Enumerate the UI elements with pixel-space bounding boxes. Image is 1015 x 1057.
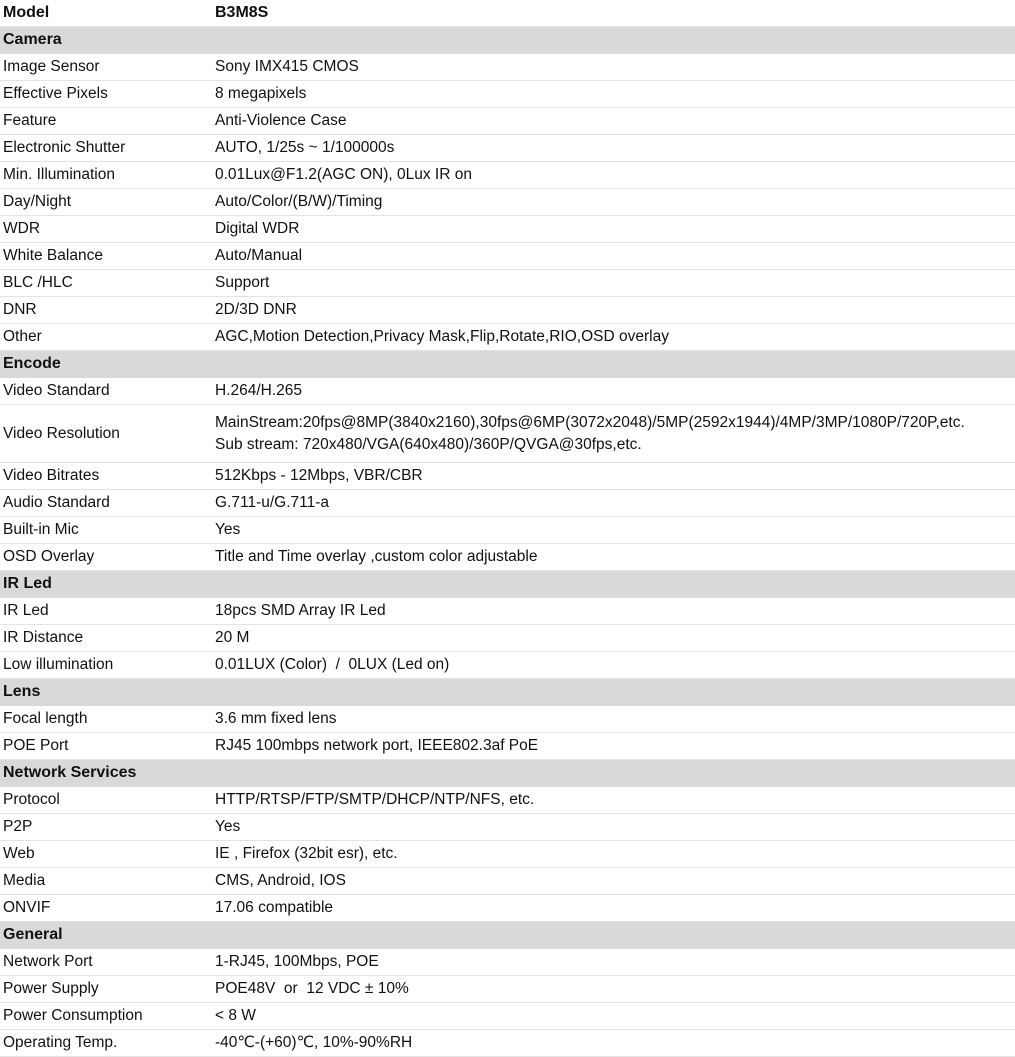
- spec-row: [0, 1003, 1015, 1030]
- spec-value: 2D/3D DNR: [211, 297, 1015, 324]
- spec-label: Other: [0, 324, 211, 351]
- spec-label: Built-in Mic: [0, 517, 211, 544]
- spec-row: [0, 490, 1015, 517]
- spec-value: AUTO, 1/25s ~ 1/100000s: [211, 135, 1015, 162]
- spec-row: [0, 814, 1015, 841]
- spec-label: Day/Night: [0, 189, 211, 216]
- spec-value: RJ45 100mbps network port, IEEE802.3af PoE: [211, 733, 1015, 760]
- spec-row: [0, 841, 1015, 868]
- spec-value: H.264/H.265: [211, 378, 1015, 405]
- spec-label: OSD Overlay: [0, 544, 211, 571]
- spec-label: White Balance: [0, 243, 211, 270]
- spec-value: < 8 W: [211, 1003, 1015, 1030]
- spec-row: [0, 270, 1015, 297]
- section-title: Camera: [0, 27, 211, 54]
- spec-row: [0, 54, 1015, 81]
- spec-value: Auto/Manual: [211, 243, 1015, 270]
- spec-row: [0, 135, 1015, 162]
- spec-row: [0, 733, 1015, 760]
- spec-label: Media: [0, 868, 211, 895]
- spec-value: 512Kbps - 12Mbps, VBR/CBR: [211, 463, 1015, 490]
- section-header-ir-led: [0, 571, 1015, 598]
- spec-label: Low illumination: [0, 652, 211, 679]
- section-spacer: [211, 922, 1015, 949]
- spec-label: Audio Standard: [0, 490, 211, 517]
- model-row: [0, 0, 1015, 27]
- section-header-lens: [0, 679, 1015, 706]
- spec-label: ONVIF: [0, 895, 211, 922]
- spec-row: [0, 868, 1015, 895]
- spec-label: Operating Temp.: [0, 1030, 211, 1057]
- spec-row: [0, 463, 1015, 490]
- spec-label: Power Supply: [0, 976, 211, 1003]
- spec-row: [0, 625, 1015, 652]
- spec-value: AGC,Motion Detection,Privacy Mask,Flip,Rotate,RIO,OSD overlay: [211, 324, 1015, 351]
- spec-row: [0, 1030, 1015, 1057]
- spec-value: Yes: [211, 814, 1015, 841]
- spec-row: [0, 895, 1015, 922]
- spec-label: Focal length: [0, 706, 211, 733]
- spec-label: Effective Pixels: [0, 81, 211, 108]
- spec-label: BLC /HLC: [0, 270, 211, 297]
- model-label: Model: [0, 0, 211, 27]
- spec-row: [0, 517, 1015, 544]
- spec-value-line: MainStream:20fps@8MP(3840x2160),30fps@6MP(3072x2048)/5MP(2592x1944)/4MP/3MP/1080P/720P,etc.: [215, 413, 965, 431]
- spec-value: 8 megapixels: [211, 81, 1015, 108]
- spec-label: WDR: [0, 216, 211, 243]
- spec-value: 3.6 mm fixed lens: [211, 706, 1015, 733]
- section-spacer: [211, 760, 1015, 787]
- spec-value: 18pcs SMD Array IR Led: [211, 598, 1015, 625]
- spec-row: [0, 216, 1015, 243]
- spec-value: -40℃-(+60)℃, 10%-90%RH: [211, 1030, 1015, 1057]
- spec-row: [0, 405, 1015, 463]
- spec-row: [0, 189, 1015, 216]
- spec-row: [0, 162, 1015, 189]
- spec-row: [0, 243, 1015, 270]
- spec-label: DNR: [0, 297, 211, 324]
- spec-label: IR Distance: [0, 625, 211, 652]
- spec-row: [0, 297, 1015, 324]
- spec-value: Sony IMX415 CMOS: [211, 54, 1015, 81]
- spec-row: [0, 81, 1015, 108]
- spec-value: HTTP/RTSP/FTP/SMTP/DHCP/NTP/NFS, etc.: [211, 787, 1015, 814]
- spec-label: IR Led: [0, 598, 211, 625]
- section-spacer: [211, 571, 1015, 598]
- spec-label: POE Port: [0, 733, 211, 760]
- spec-label: Video Standard: [0, 378, 211, 405]
- section-header-network-services: [0, 760, 1015, 787]
- spec-value: 17.06 compatible: [211, 895, 1015, 922]
- spec-row: [0, 324, 1015, 351]
- model-value: B3M8S: [211, 0, 1015, 27]
- spec-label: P2P: [0, 814, 211, 841]
- spec-value: IE , Firefox (32bit esr), etc.: [211, 841, 1015, 868]
- spec-label: Video Bitrates: [0, 463, 211, 490]
- spec-row: [0, 706, 1015, 733]
- spec-label: Protocol: [0, 787, 211, 814]
- spec-value: [211, 405, 1015, 463]
- section-spacer: [211, 351, 1015, 378]
- spec-row: [0, 976, 1015, 1003]
- spec-value: CMS, Android, IOS: [211, 868, 1015, 895]
- spec-value: 0.01LUX (Color) / 0LUX (Led on): [211, 652, 1015, 679]
- spec-label: Web: [0, 841, 211, 868]
- spec-value: G.711-u/G.711-a: [211, 490, 1015, 517]
- spec-row: [0, 949, 1015, 976]
- spec-row: [0, 378, 1015, 405]
- spec-value: Title and Time overlay ,custom color adjustable: [211, 544, 1015, 571]
- section-title: Encode: [0, 351, 211, 378]
- section-spacer: [211, 27, 1015, 54]
- spec-label: Feature: [0, 108, 211, 135]
- spec-value-line: Sub stream: 720x480/VGA(640x480)/360P/QVGA@30fps,etc.: [215, 435, 642, 453]
- spec-row: [0, 108, 1015, 135]
- spec-value: 20 M: [211, 625, 1015, 652]
- section-header-encode: [0, 351, 1015, 378]
- spec-value: 0.01Lux@F1.2(AGC ON), 0Lux IR on: [211, 162, 1015, 189]
- spec-value: Digital WDR: [211, 216, 1015, 243]
- spec-row: [0, 787, 1015, 814]
- section-title: IR Led: [0, 571, 211, 598]
- section-spacer: [211, 679, 1015, 706]
- section-header-camera: [0, 27, 1015, 54]
- spec-value: 1-RJ45, 100Mbps, POE: [211, 949, 1015, 976]
- spec-value: Yes: [211, 517, 1015, 544]
- section-title: Lens: [0, 679, 211, 706]
- spec-value: Auto/Color/(B/W)/Timing: [211, 189, 1015, 216]
- spec-value: Support: [211, 270, 1015, 297]
- spec-value: Anti-Violence Case: [211, 108, 1015, 135]
- spec-label: Power Consumption: [0, 1003, 211, 1030]
- spec-row: [0, 544, 1015, 571]
- spec-value: POE48V or 12 VDC ± 10%: [211, 976, 1015, 1003]
- spec-row: [0, 652, 1015, 679]
- spec-label: Image Sensor: [0, 54, 211, 81]
- spec-label: Video Resolution: [0, 405, 211, 463]
- spec-label: Network Port: [0, 949, 211, 976]
- spec-row: [0, 598, 1015, 625]
- section-title: General: [0, 922, 211, 949]
- section-header-general: [0, 922, 1015, 949]
- section-title: Network Services: [0, 760, 211, 787]
- spec-label: Electronic Shutter: [0, 135, 211, 162]
- spec-label: Min. Illumination: [0, 162, 211, 189]
